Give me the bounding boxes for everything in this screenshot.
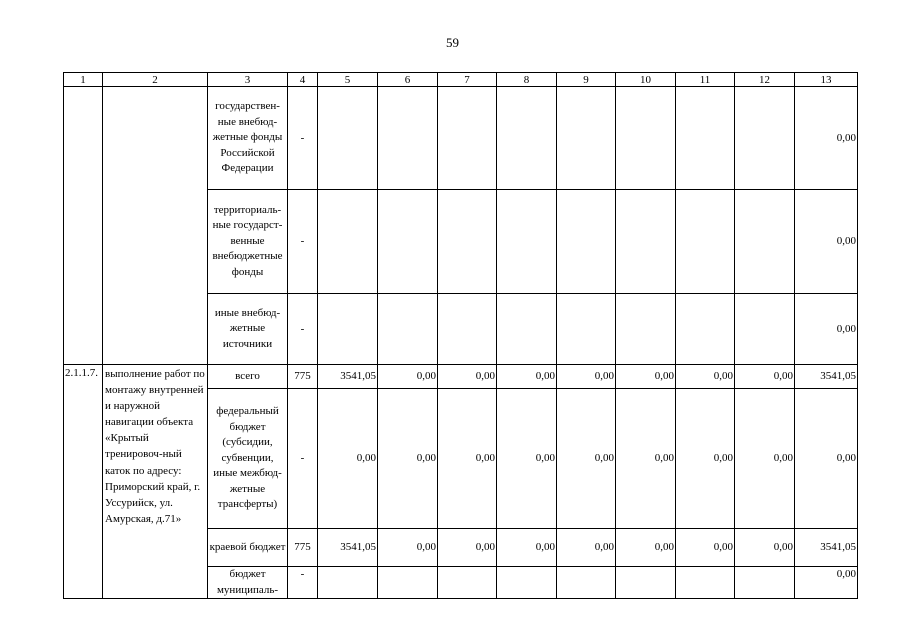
value-cell: 0,00 [378,365,438,389]
value-cell: 0,00 [616,389,676,529]
total-value: 3541,05 [795,529,858,567]
code-value: - [288,190,318,294]
value-cell: 0,00 [676,365,735,389]
value-cell: 0,00 [557,365,616,389]
item-description: выполнение работ по монтажу внутренней и наружной навигации объекта «Крытый тренировоч-ный каток по адресу: Приморский край, г. Уссурийск, ул. Амурская, д.71» [103,365,208,599]
value-cell: 0,00 [497,529,557,567]
code-value: - [288,389,318,529]
value-cell: 0,00 [438,529,497,567]
value-cell: 0,00 [616,365,676,389]
column-number: 9 [557,73,616,87]
value-cell: 0,00 [497,389,557,529]
value-cell: 0,00 [438,389,497,529]
value-cell: 0,00 [735,389,795,529]
funding-source: государствен-ные внебюд-жетные фонды Российской Федерации [208,87,288,190]
table-row [64,365,858,389]
column-number: 7 [438,73,497,87]
description-cell-empty [103,87,208,365]
total-value: 0,00 [795,294,858,365]
code-value: 775 [288,365,318,389]
value-cell: 0,00 [557,389,616,529]
column-number: 10 [616,73,676,87]
value-cell: 0,00 [438,365,497,389]
column-number: 2 [103,73,208,87]
code-cell-empty [64,87,103,365]
value-cell: 0,00 [735,365,795,389]
column-number: 4 [288,73,318,87]
budget-table [63,72,858,599]
value-cell: 3541,05 [318,365,378,389]
total-value: 0,00 [795,389,858,529]
funding-source: всего [208,365,288,389]
table-row [64,87,858,190]
column-number: 13 [795,73,858,87]
value-cell: 0,00 [676,529,735,567]
total-value: 0,00 [795,87,858,190]
value-cell: 0,00 [676,389,735,529]
item-code: 2.1.1.7. [64,365,103,599]
code-value: 775 [288,529,318,567]
code-value: - [288,294,318,365]
column-number: 11 [676,73,735,87]
total-value: 3541,05 [795,365,858,389]
value-cell: 0,00 [557,529,616,567]
column-number: 8 [497,73,557,87]
value-cell: 0,00 [616,529,676,567]
code-value: - [288,87,318,190]
value-cell: 0,00 [497,365,557,389]
column-number: 12 [735,73,795,87]
funding-source: федеральный бюджет (субсидии, субвенции, иные межбюд-жетные трансферты) [208,389,288,529]
column-number: 3 [208,73,288,87]
total-value: 0,00 [795,190,858,294]
funding-source: территориаль-ные государст-венные внебюджетные фонды [208,190,288,294]
funding-source: краевой бюджет [208,529,288,567]
value-cell: 3541,05 [318,529,378,567]
column-number-row [64,73,858,87]
value-cell: 0,00 [378,529,438,567]
value-cell: 0,00 [735,529,795,567]
page-number: 59 [446,35,459,50]
column-number: 6 [378,73,438,87]
total-value: 0,00 [795,567,858,599]
value-cell: 0,00 [318,389,378,529]
funding-source: бюджет муниципаль- [208,567,288,599]
column-number: 1 [64,73,103,87]
funding-source: иные внебюд-жетные источники [208,294,288,365]
code-value: - [288,567,318,599]
column-number: 5 [318,73,378,87]
value-cell: 0,00 [378,389,438,529]
